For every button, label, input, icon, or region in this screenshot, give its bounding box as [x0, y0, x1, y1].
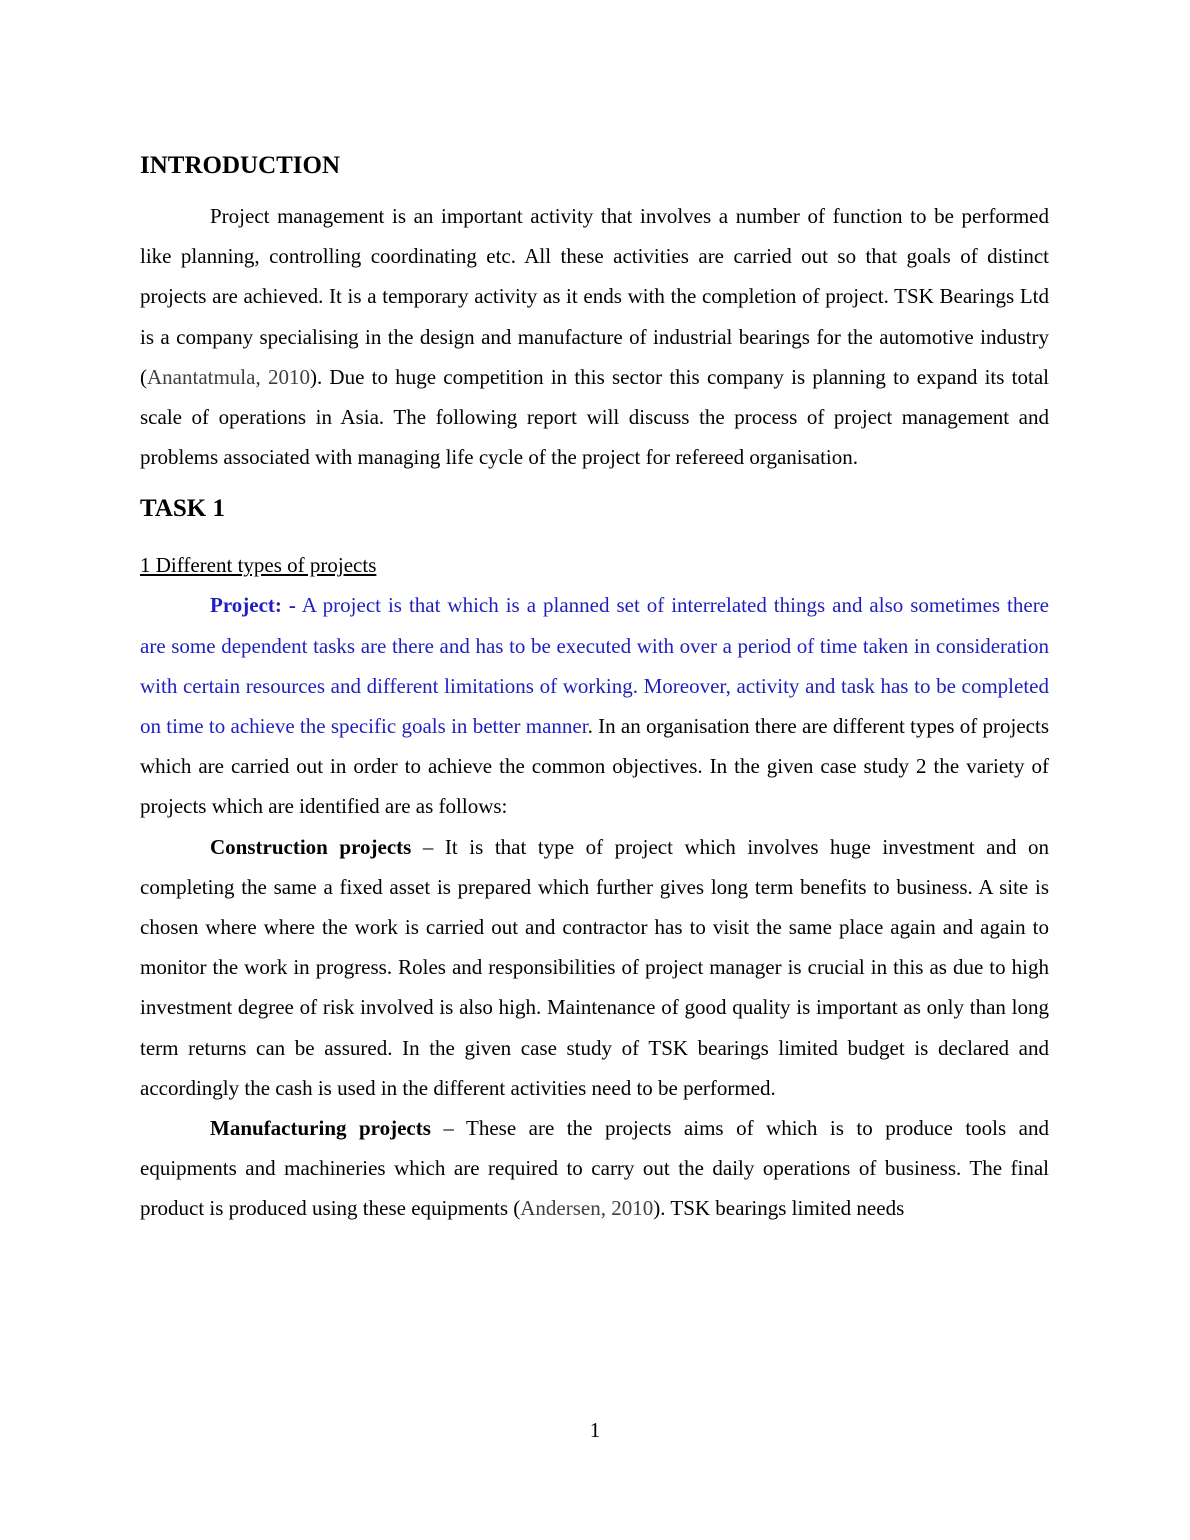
citation-andersen: Andersen, 2010 — [520, 1196, 654, 1221]
introduction-text-a: Project management is an important activity that involves a number of function to be performed like planning, controlling coordinating etc. All these activities are carried out so that goals of distinct projects are achieved. It is a temporary activity as it ends with the completion of project. TSK Bearings Ltd is a company specialising in the design and manufacture of industrial bearings for the automotive industry ( — [140, 204, 1049, 389]
construction-text: – It is that type of project which involves huge investment and on completing the same a fixed asset is prepared which further gives long term benefits to business. A site is chosen where where the work is carried out and contractor has to visit the same place again and again to monitor the work in progress. Roles and responsibilities of project manager is crucial in this as due to high investment degree of risk involved is also high. Maintenance of good quality is important as only than long term returns can be assured. In the given case study of TSK bearings limited budget is declared and accordingly the cash is used in the different activities need to be performed. — [140, 834, 1049, 1100]
project-definition-paragraph — [140, 585, 1049, 826]
introduction-heading: INTRODUCTION — [140, 152, 341, 179]
project-term: Project: - — [210, 593, 296, 618]
citation-anantatmula: Anantatmula, 2010 — [147, 364, 310, 389]
construction-paragraph — [140, 827, 1049, 1108]
project-definition-text: A project is that which is a planned set of interrelated things and also sometimes there are some dependent tasks are there and has to be executed with over a period of time taken in consideration with certain resources and different limitations of working. Moreover, activity and task has to be completed on time to achieve the specific goals in better manner — [140, 593, 1050, 739]
manufacturing-term: Manufacturing projects — [210, 1116, 431, 1141]
manufacturing-paragraph — [140, 1108, 1049, 1229]
document-page — [140, 148, 1049, 1229]
introduction-paragraph — [140, 196, 1049, 477]
introduction-text-b: ). Due to huge competition in this sector this company is planning to expand its total scale of operations in Asia. The following report will discuss the process of project management and problems associated with managing life cycle of the project for refereed organisation. — [140, 364, 1049, 470]
construction-term: Construction projects — [210, 834, 412, 859]
task1-subheading: 1 Different types of projects — [140, 553, 377, 578]
page-number: 1 — [589, 1418, 601, 1442]
manufacturing-text-a: – These are the projects aims of which is to produce tools and equipments and machineries which are required to carry out the daily operations of business. The final product is produced using these equipments ( — [140, 1116, 1049, 1221]
task1-heading: TASK 1 — [140, 495, 225, 523]
manufacturing-text-b: ). TSK bearings limited needs — [653, 1196, 905, 1221]
project-rest-text: . In an organisation there are different types of projects which are carried out in order to achieve the common objectives. In the given case study 2 the variety of projects which are identified are as follows: — [140, 714, 1049, 819]
